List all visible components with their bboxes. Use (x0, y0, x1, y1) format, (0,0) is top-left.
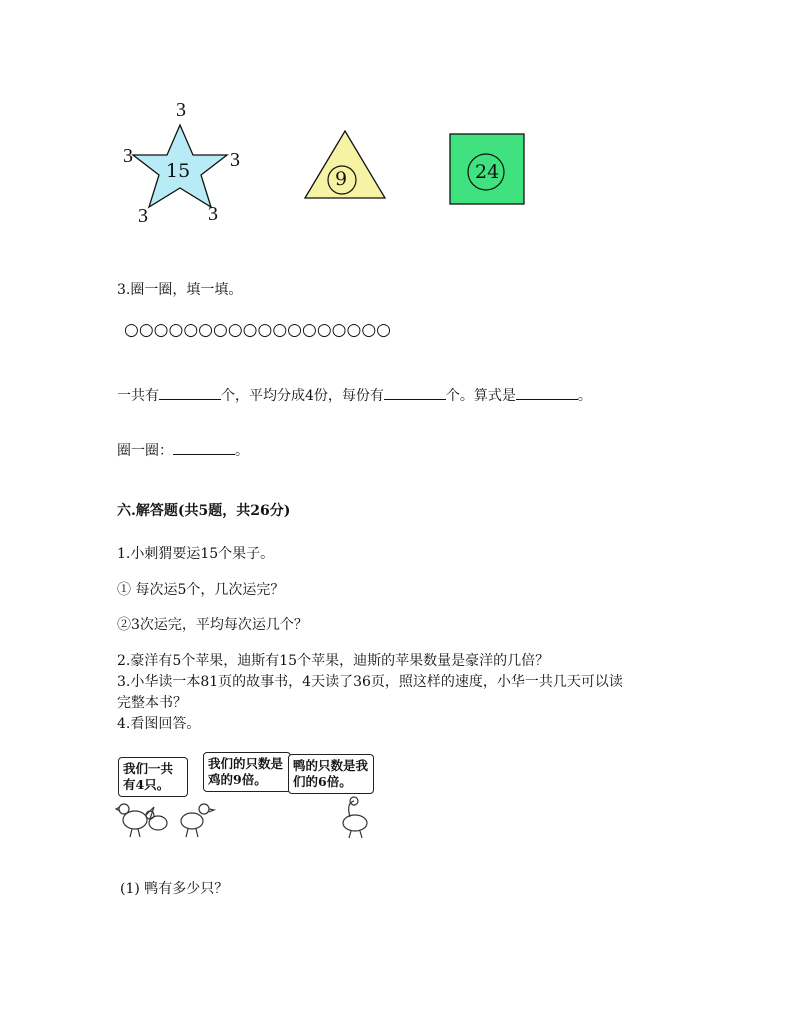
q3-title: 3.圈一圈，填一填。 (117, 282, 243, 298)
blank-formula[interactable] (516, 385, 578, 400)
chicken-2-icon (146, 811, 167, 830)
circles-row: ○○○○○○○○○○○○○○○○○○ (124, 320, 392, 340)
star-left-number: 3 (123, 145, 133, 167)
q3-fill-line2 (117, 440, 249, 460)
square-center-number: 24 (475, 161, 500, 183)
blank-each[interactable] (384, 385, 446, 400)
q3-line1-part-b: 个，平均分成4份，每份有 (221, 388, 384, 404)
star-top-number: 3 (176, 99, 186, 121)
problem-4: 4.看图回答。 (117, 716, 201, 732)
duck-icon (343, 797, 367, 838)
q3-line1-part-c: 个。算式是 (445, 388, 516, 404)
section6-heading: 六.解答题(共5题，共26分) (117, 503, 291, 519)
star-bottom-left-number: 3 (138, 205, 148, 227)
problem-1: 1.小刺猬要运15个果子。 (117, 546, 275, 562)
problem-4-question-1: (1) 鸭有多少只？ (120, 881, 229, 897)
triangle-center-number: 9 (335, 168, 348, 190)
chicken-icon (116, 804, 154, 837)
problem-1-part-b: ②3次运完，平均每次运几个？ (117, 617, 308, 633)
q3-line2-part-a: 圈一圈： (117, 443, 173, 459)
star-bottom-right-number: 3 (208, 203, 218, 225)
duckling-icon (181, 804, 214, 837)
problem-2: 2.豪洋有5个苹果，迪斯有15个苹果，迪斯的苹果数量是豪洋的几倍？ (117, 653, 550, 669)
bubble-chickens: 我们一共有4只。 (118, 757, 188, 797)
triangle-figure (300, 128, 390, 203)
bubble-ducklings: 我们的只数是鸡的9倍。 (203, 752, 291, 792)
star-center-number: 15 (166, 160, 191, 182)
birds-illustration (110, 795, 380, 840)
problem-3-line1: 3.小华读一本81页的故事书，4天读了36页，照这样的速度，小华一共几天可以读 (117, 674, 623, 690)
blank-circle[interactable] (173, 440, 235, 455)
blank-total[interactable] (159, 385, 221, 400)
q3-line1-part-d: 。 (577, 388, 592, 404)
star-right-number: 3 (230, 149, 240, 171)
bubble-ducks: 鸭的只数是我们的6倍。 (288, 754, 374, 794)
q3-line2-part-b: 。 (235, 443, 249, 459)
problem-1-part-a: ① 每次运5个，几次运完？ (117, 582, 285, 598)
q3-fill-line1 (117, 385, 592, 405)
q3-line1-part-a: 一共有 (117, 388, 159, 404)
problem-3-line2: 完整本书？ (117, 695, 187, 711)
